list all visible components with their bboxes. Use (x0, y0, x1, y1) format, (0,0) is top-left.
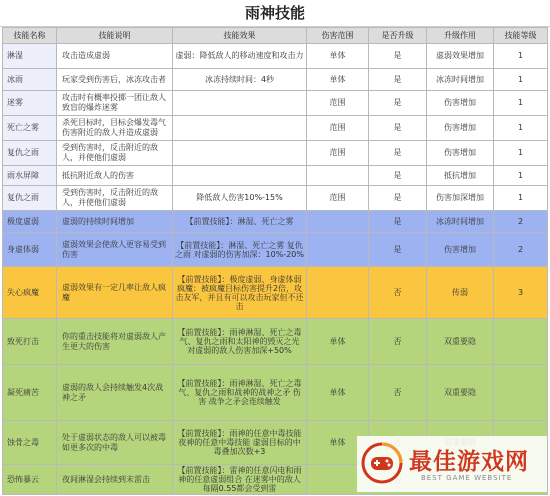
upgradable: 是 (369, 116, 427, 141)
header-upgradable: 是否升级 (369, 28, 427, 44)
header-skill-effect: 技能效果 (173, 28, 307, 44)
skill-name: 雨水屏障 (3, 166, 57, 186)
upgradable: 是 (369, 233, 427, 267)
upgrade-effect: 冰冻时间增加 (427, 69, 494, 91)
game-controller-icon (361, 442, 403, 484)
upgrade-effect: 伤害增加 (427, 233, 494, 267)
table-row (3, 91, 548, 116)
upgradable: 是 (369, 186, 427, 211)
skill-name: 极度虚弱 (3, 211, 57, 233)
header-upgrade-effect: 升级作用 (427, 28, 494, 44)
table-row (3, 186, 548, 211)
watermark-title: 最佳游戏网 (409, 449, 529, 475)
skill-level: 1 (494, 91, 548, 116)
damage-range: 单体 (307, 365, 369, 421)
skill-desc: 受到伤害时，反击附近的敌人，并使他们虚弱 (57, 186, 173, 211)
skill-desc: 杀死目标时，目标会爆发毒气伤害附近的敌人并造成虚弱 (57, 116, 173, 141)
skill-effect: 【前置技能】：淋湿、死亡之雾 复仇之雨 对虚弱的伤害加深：10%-20% (173, 233, 307, 267)
upgrade-effect: 伤害加深增加 (427, 186, 494, 211)
skill-effect (173, 141, 307, 166)
table-row (3, 211, 548, 233)
skill-level: 1 (494, 69, 548, 91)
skill-level: 1 (494, 44, 548, 69)
table-row (3, 69, 548, 91)
skill-effect: 【前置技能】：雨神淋湿、死亡之毒气、复仇之雨和战神的战神之矛 伤害 战争之矛会连续触发 (173, 365, 307, 421)
skill-level (494, 365, 548, 421)
skill-name: 致死打击 (3, 319, 57, 365)
skill-table (2, 27, 548, 495)
upgradable: 是 (369, 211, 427, 233)
damage-range: 单体 (307, 421, 369, 465)
skill-level: 2 (494, 211, 548, 233)
damage-range: 单体 (307, 319, 369, 365)
damage-range: 范围 (307, 141, 369, 166)
damage-range: 范围 (307, 91, 369, 116)
upgrade-effect: 抵抗增加 (427, 166, 494, 186)
table-row (3, 166, 548, 186)
upgrade-effect: 双重要隐 (427, 365, 494, 421)
damage-range: 范围 (307, 186, 369, 211)
skill-level: 1 (494, 166, 548, 186)
table-row (3, 116, 548, 141)
skill-name: 复仇之雨 (3, 186, 57, 211)
skill-level: 1 (494, 186, 548, 211)
skill-name: 蚀骨之毒 (3, 421, 57, 465)
table-row (3, 365, 548, 421)
skill-desc: 攻击时有概率投掷一团让敌人致盲的爆炸迷雾 (57, 91, 173, 116)
skill-name: 迷雾 (3, 91, 57, 116)
upgradable: 是 (369, 141, 427, 166)
upgrade-effect: 伤害增加 (427, 91, 494, 116)
header-damage-range: 伤害范围 (307, 28, 369, 44)
upgrade-effect: 双重要隐 (427, 319, 494, 365)
upgradable: 是 (369, 44, 427, 69)
skill-effect: 【前置技能】：淋湿、死亡之雾 (173, 211, 307, 233)
upgradable: 是 (369, 91, 427, 116)
skill-name: 身虚体弱 (3, 233, 57, 267)
skill-effect: 降低敌人伤害10%-15% (173, 186, 307, 211)
skill-name: 死亡之雾 (3, 116, 57, 141)
skill-desc: 攻击造成虚弱 (57, 44, 173, 69)
skill-effect: 【前置技能】：雷神的任意闪电和雨神的任意虚弱组合 在迷雾中的敌人每隔0.55都会受到雷 (173, 465, 307, 495)
damage-range (307, 267, 369, 319)
skill-desc: 虚弱效果有一定几率让敌人疯魔 (57, 267, 173, 319)
table-row (3, 44, 548, 69)
table-row (3, 267, 548, 319)
page-title: 雨神技能 (0, 0, 550, 27)
upgradable: 否 (369, 365, 427, 421)
table-row (3, 141, 548, 166)
skill-desc: 玩家受到伤害后，冰冻攻击者 (57, 69, 173, 91)
skill-desc: 你的重击技能将对虚弱敌人产生更大的伤害 (57, 319, 173, 365)
skill-level: 2 (494, 233, 548, 267)
table-row (3, 319, 548, 365)
table-header-row (3, 28, 548, 44)
upgrade-effect: 伤害增加 (427, 141, 494, 166)
table-row (3, 233, 548, 267)
damage-range: 单体 (307, 69, 369, 91)
skill-name: 凝死痛苦 (3, 365, 57, 421)
skill-desc: 处于虚弱状态的敌人可以被毒如更多次的中毒 (57, 421, 173, 465)
upgrade-effect: 虚弱效果增加 (427, 44, 494, 69)
skill-level (494, 319, 548, 365)
skill-name: 淋湿 (3, 44, 57, 69)
upgradable: 是 (369, 166, 427, 186)
damage-range (307, 166, 369, 186)
watermark-subtitle: BEST GAME WEBSITE (421, 474, 513, 482)
skill-name: 失心疯魔 (3, 267, 57, 319)
upgradable: 否 (369, 319, 427, 365)
skill-effect (173, 116, 307, 141)
skill-desc: 虚弱的持续时间增加 (57, 211, 173, 233)
header-skill-desc: 技能说明 (57, 28, 173, 44)
damage-range: 单体 (307, 44, 369, 69)
upgradable: 否 (369, 267, 427, 319)
damage-range (307, 233, 369, 267)
skill-desc: 抵抗附近敌人的伤害 (57, 166, 173, 186)
upgrade-effect: 传弱 (427, 267, 494, 319)
skill-name: 冰雨 (3, 69, 57, 91)
skill-effect: 【前置技能】：极度虚弱、身虚体弱 疯魔：被疯魔目标伤害提升2倍，攻击友军，并且有可以攻击玩家但不还击 (173, 267, 307, 319)
skill-effect (173, 91, 307, 116)
skill-effect: 冰冻持续时间：4秒 (173, 69, 307, 91)
damage-range: 范围 (307, 116, 369, 141)
skill-effect (173, 166, 307, 186)
skill-effect: 虚弱：降低敌人的移动速度和攻击力 (173, 44, 307, 69)
skill-desc: 受到伤害时，反击附近的敌人，并使他们虚弱 (57, 141, 173, 166)
skill-desc: 虚弱效果会使敌人更容易受到伤害 (57, 233, 173, 267)
header-skill-name: 技能名称 (3, 28, 57, 44)
damage-range (307, 211, 369, 233)
skill-name: 恐怖暴云 (3, 465, 57, 495)
site-watermark (357, 436, 547, 492)
upgrade-effect: 伤害增加 (427, 116, 494, 141)
skill-level: 3 (494, 267, 548, 319)
skill-effect: 【前置技能】：雨神的任意中毒技能 夜神的任意中毒技能 虚弱目标的中毒叠加次数+3 (173, 421, 307, 465)
skill-name: 复仇之雨 (3, 141, 57, 166)
skill-level: 1 (494, 116, 548, 141)
upgradable: 是 (369, 69, 427, 91)
upgrade-effect: 冰冻时间增加 (427, 211, 494, 233)
skill-desc: 夜间淋湿会持续到末雷击 (57, 465, 173, 495)
skill-desc: 虚弱的敌人会持续触发4次战神之矛 (57, 365, 173, 421)
skill-effect: 【前置技能】：雨神淋湿、死亡之毒气、复仇之雨和太阳神的毁灭之光 对虚弱的敌人伤害加深+50% (173, 319, 307, 365)
skill-level: 1 (494, 141, 548, 166)
header-skill-level: 技能等级 (494, 28, 548, 44)
